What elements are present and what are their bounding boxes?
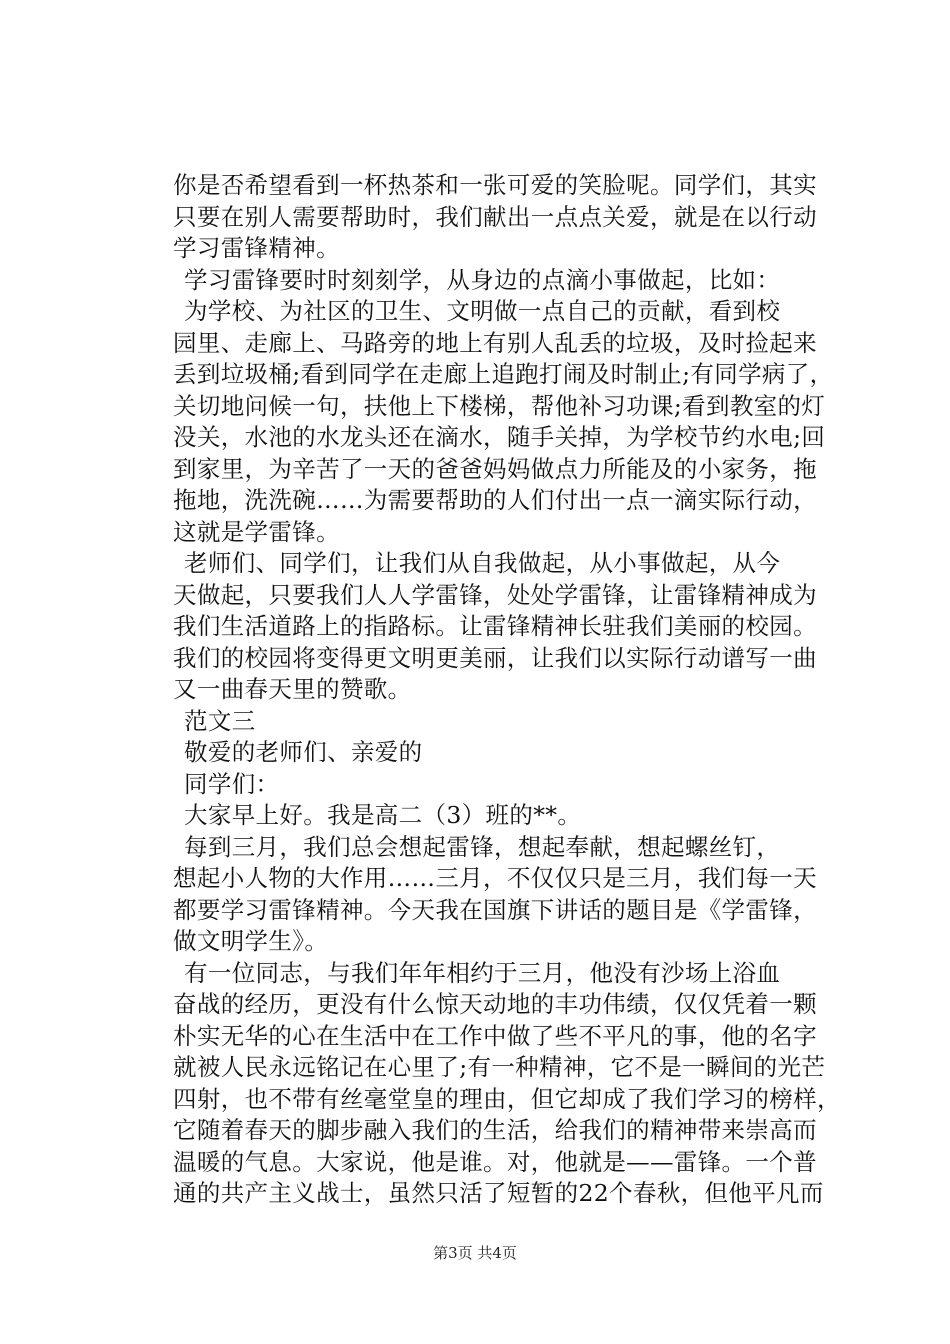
text-line: 到家里，为辛苦了一天的爸爸妈妈做点力所能及的小家务，拖 [173, 454, 817, 483]
text-line: 又一曲春天里的赞歌。 [173, 675, 412, 703]
text-line: 拖地，洗洗碗……为需要帮助的人们付出一点一滴实际行动， [173, 486, 817, 514]
text-line: 做文明学生》。 [173, 927, 329, 955]
text-line: 奋战的经历，更没有什么惊天动地的丰功伟绩，仅仅凭着一颗 [173, 990, 817, 1018]
text-line: 就被人民永远铭记在心里了;有一种精神，它不是一瞬间的光芒 [173, 1053, 826, 1081]
text-line: 敬爱的老师们、亲爱的 [184, 738, 423, 766]
text-line: 它随着春天的脚步融入我们的生活，给我们的精神带来崇高而 [173, 1116, 817, 1144]
text-line: 都要学习雷锋精神。今天我在国旗下讲话的题目是《学雷锋， [173, 895, 817, 924]
text-line: 没关，水池的水龙头还在滴水，随手关掉，为学校节约水电;回 [173, 423, 826, 451]
text-line: 学习雷锋要时时刻刻学，从身边的点滴小事做起，比如： [184, 265, 781, 294]
text-line: 老师们、同学们，让我们从自我做起，从小事做起，从今 [184, 549, 781, 577]
text-line: 通的共产主义战士，虽然只活了短暂的22个春秋，但他平凡而 [173, 1179, 824, 1207]
text-line: 丢到垃圾桶;看到同学在走廊上追跑打闹及时制止;有同学病了， [173, 360, 834, 388]
text-line: 同学们： [184, 769, 280, 798]
text-line: 为学校、为社区的卫生、文明做一点自己的贡献，看到校 [184, 297, 781, 325]
text-line: 你是否希望看到一杯热茶和一张可爱的笑脸呢。同学们，其实 [173, 171, 817, 199]
text-line: 温暖的气息。大家说，他是谁。对，他就是——雷锋。一个普 [173, 1147, 817, 1176]
text-line: 每到三月，我们总会想起雷锋，想起奉献，想起螺丝钉， [184, 832, 781, 861]
text-line: 我们生活道路上的指路标。让雷锋精神长驻我们美丽的校园。 [173, 612, 817, 640]
text-line: 这就是学雷锋。 [173, 517, 340, 546]
page-number-footer: 第3页 共4页 [433, 1244, 517, 1262]
text-line: 大家早上好。我是高二（3）班的**。 [184, 801, 582, 829]
text-line: 园里、走廊上、马路旁的地上有别人乱丢的垃圾，及时捡起来 [173, 328, 817, 357]
body-text [173, 170, 841, 1210]
text-line: 有一位同志，与我们年年相约于三月，他没有沙场上浴血 [184, 958, 781, 987]
text-line: 四射，也不带有丝毫堂皇的理由，但它却成了我们学习的榜样， [173, 1084, 841, 1113]
text-line: 想起小人物的大作用……三月，不仅仅只是三月，我们每一天 [173, 864, 817, 892]
text-line: 天做起，只要我们人人学雷锋，处处学雷锋，让雷锋精神成为 [173, 580, 817, 609]
text-line: 只要在别人需要帮助时，我们献出一点点关爱，就是在以行动 [173, 202, 817, 231]
section-heading: 范文三 [184, 706, 256, 735]
text-line: 朴实无华的心在生活中在工作中做了些不平凡的事，他的名字 [173, 1021, 817, 1050]
text-line: 关切地问候一句，扶他上下楼梯，帮他补习功课;看到教室的灯 [173, 391, 826, 420]
text-line: 学习雷锋精神。 [173, 234, 340, 262]
text-line: 我们的校园将变得更文明更美丽，让我们以实际行动谱写一曲 [173, 643, 817, 672]
